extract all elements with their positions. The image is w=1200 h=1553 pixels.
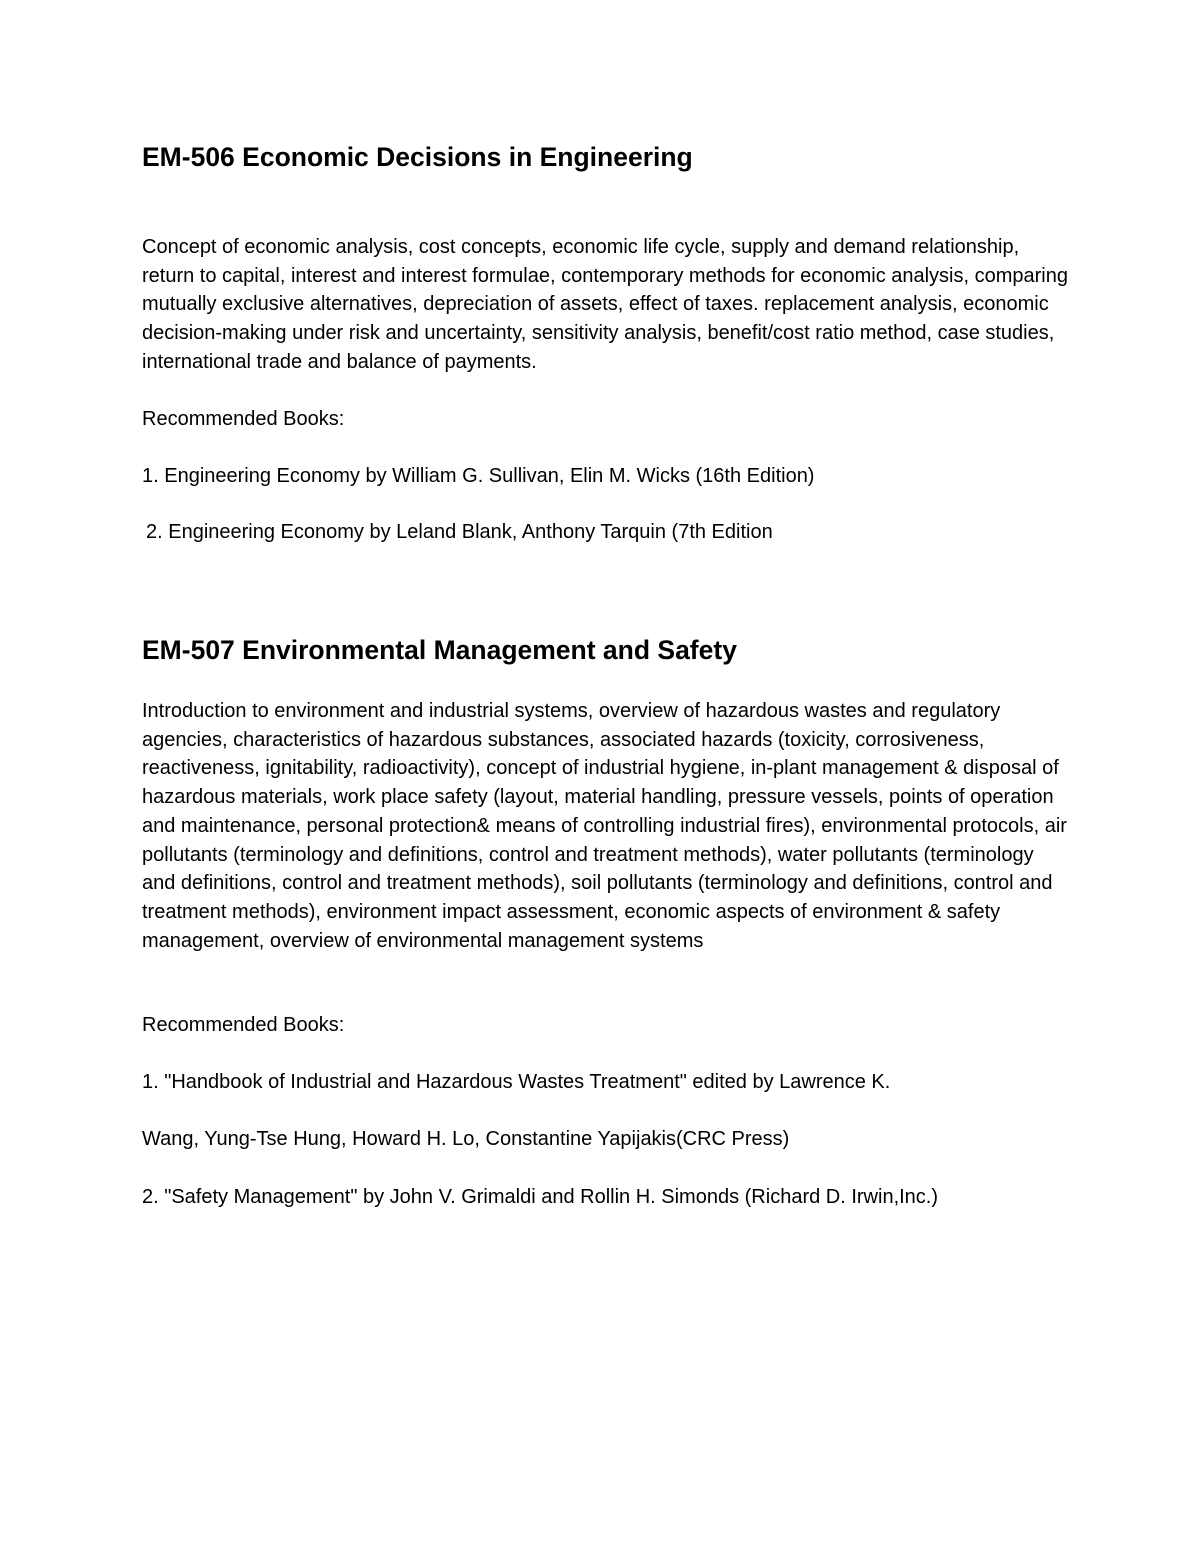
book-item-em506-1: 1. Engineering Economy by William G. Sullivan, Elin M. Wicks (16th Edition) [142,465,815,487]
section-description-em507: Introduction to environment and industrial systems, overview of hazardous wastes and regulatory agencies, characteristics of hazardous substances, associated hazards (toxicity, corrosiveness, reactiveness, ignitability, radioactivity), concept of industrial hygiene, in-plant management & disposal of hazardous materials, work place safety (layout, material handling, pressure vessels, points of operation and maintenance, personal protection& means of controlling industrial fires), environmental protocols, air pollutants (terminology and definitions, control and treatment methods), water pollutants (terminology and definitions, control and treatment methods), soil pollutants (terminology and definitions, control and treatment methods), environment impact assessment, economic aspects of environment & safety management, overview of environmental management systems [142,700,1067,952]
book-item-em507-1-continued: Wang, Yung-Tse Hung, Howard H. Lo, Constantine Yapijakis(CRC Press) [142,1128,790,1150]
section-description-em506: Concept of economic analysis, cost concepts, economic life cycle, supply and demand relationship, return to capital, interest and interest formulae, contemporary methods for economic analysis, comparing mutually exclusive alternatives, depreciation of assets, effect of taxes. replacement analysis, economic decision-making under risk and uncertainty, sensitivity analysis, benefit/cost ratio method, case studies, international trade and balance of payments. [142,236,1068,373]
recommended-books-label-em506: Recommended Books: [142,408,345,430]
book-item-em506-2: 2. Engineering Economy by Leland Blank, Anthony Tarquin (7th Edition [146,521,773,543]
book-item-em507-1: 1. "Handbook of Industrial and Hazardous Wastes Treatment" edited by Lawrence K. [142,1071,891,1093]
section-title-em506: EM-506 Economic Decisions in Engineering [142,142,693,172]
recommended-books-label-em507: Recommended Books: [142,1014,345,1036]
book-item-em507-2: 2. "Safety Management" by John V. Grimaldi and Rollin H. Simonds (Richard D. Irwin,Inc.) [142,1186,939,1208]
section-title-em507: EM-507 Environmental Management and Safety [142,635,737,665]
